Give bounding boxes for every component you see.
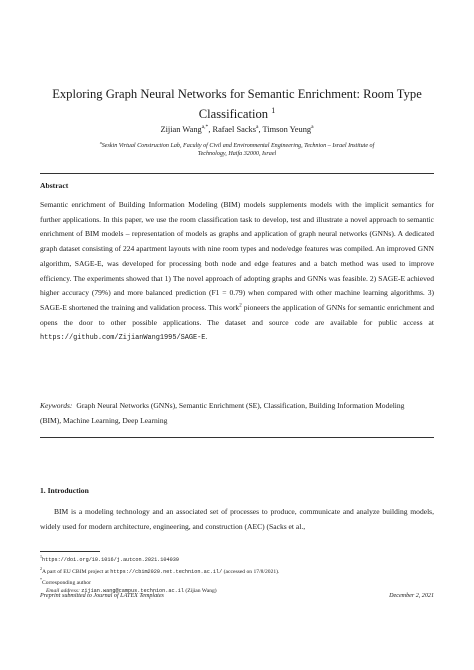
affiliation-line-2: Technology, Haifa 32000, Israel xyxy=(197,151,277,158)
keywords-label: Keywords: xyxy=(40,401,73,410)
section-heading: 1. Introduction xyxy=(40,486,89,495)
abstract-body xyxy=(40,198,434,346)
footnote-3 xyxy=(40,576,434,588)
abstract-top-rule xyxy=(40,173,434,174)
footer-journal: Preprint submitted to Journal of LATEX Templates xyxy=(40,593,164,599)
email-after: (Zijian Wang) xyxy=(183,587,217,594)
footnote-1-sup: 1 xyxy=(40,554,42,559)
footnote-2-text: A part of EU CBIM project at xyxy=(42,568,111,575)
abstract-text-2: pioneers the application of GNNs for semantic enrichment and opens the door to other possible applications. The dataset and source code are available for public access at xyxy=(40,302,434,327)
doi-link[interactable]: https://doi.org/10.1016/j.autcon.2021.104039 xyxy=(42,556,179,563)
author-3: Timson Yeung xyxy=(262,124,312,134)
abstract-footnote-marker: 2 xyxy=(239,303,242,309)
title-line-2 xyxy=(40,103,434,123)
abstract-bottom-rule xyxy=(40,437,434,438)
dataset-link[interactable]: https://github.com/ZijianWang1995/SAGE-E xyxy=(40,334,206,343)
footnote-3-sup: * xyxy=(40,577,42,583)
author-2: Rafael Sacks xyxy=(212,124,256,134)
email-label: Email address: xyxy=(46,587,80,594)
author-1: Zijian Wang xyxy=(160,124,202,134)
title-footnote-marker: 1 xyxy=(271,105,276,115)
footer-date: December 2, 2021 xyxy=(389,593,434,599)
affiliation-line-1-text: Seskin Virtual Construction Lab, Faculty of Civil and Environmental Engineering, Technion – Israel Institute of xyxy=(101,143,375,150)
footnote-3-text: Corresponding author xyxy=(42,579,91,586)
footnote-2-after: (accessed on 17/8/2021). xyxy=(222,568,280,575)
keywords-text: Graph Neural Networks (GNNs), Semantic Enrichment (SE), Classification, Building Information Modeling (BIM), Machine Learning, Deep Learning xyxy=(40,401,405,425)
footnote-rule xyxy=(40,551,100,552)
footnote-2-sup: 2 xyxy=(40,565,42,571)
affiliation xyxy=(62,139,412,159)
affiliation-sup: a xyxy=(99,140,102,145)
email-link[interactable]: zijian.wang@campus.technion.ac.il xyxy=(81,587,184,594)
introduction-paragraph: BIM is a modeling technology and an associated set of processes to produce, communicate and analyze building models, widely used for modern architecture, engineering, and construction (AEC) (Sacks et al., xyxy=(40,507,434,531)
footnote-1 xyxy=(40,553,434,565)
affiliation-line-1 xyxy=(62,139,412,150)
cbim-link[interactable]: https://cbim2020.net.technion.ac.il/ xyxy=(110,568,223,575)
abstract-text-1: Semantic enrichment of Building Information Modeling (BIM) models supplements models with the implicit semantics for further applications. In this paper, we use the room classification task to develop, test and illustrate a novel approach to semantic enrichment of BIM models – representation of models as graphs and application of graph neural networks (GNNs). A dedicated graph dataset consisting of 224 apartment layouts with nine room types and node/edge features was compiled. An improved GNN algorithm, SAGE-E, was developed for processing both node and edge features and a batch method was used to improve efficiency. The experiments showed that 1) The novel approach of adopting graphs and GNNs was feasible. 2) SAGE-E achieved higher accuracy (79%) and more balanced prediction (F1 = 0.79) when compared with other machine learning algorithms. 3) SAGE-E shortened the training and validation process. This work xyxy=(40,200,434,312)
author-1-sup: a,* xyxy=(201,124,209,130)
abstract-text-end: . xyxy=(205,332,208,342)
title-line-1: Exploring Graph Neural Networks for Semantic Enrichment: Room Type xyxy=(52,87,422,101)
footnote-2 xyxy=(40,565,434,577)
footnotes xyxy=(40,553,434,595)
author-list: Zijian Wang$^{a,*}$, Rafael Sacks$^a$, Timson Yeung$^a$ xyxy=(160,124,314,134)
keywords xyxy=(40,399,420,428)
author-2-sup: a xyxy=(256,124,259,130)
paper-title xyxy=(40,86,434,122)
abstract-heading: Abstract xyxy=(40,181,69,190)
title-line-2-text: Classification xyxy=(198,106,269,121)
author-3-sup: a xyxy=(311,124,314,130)
